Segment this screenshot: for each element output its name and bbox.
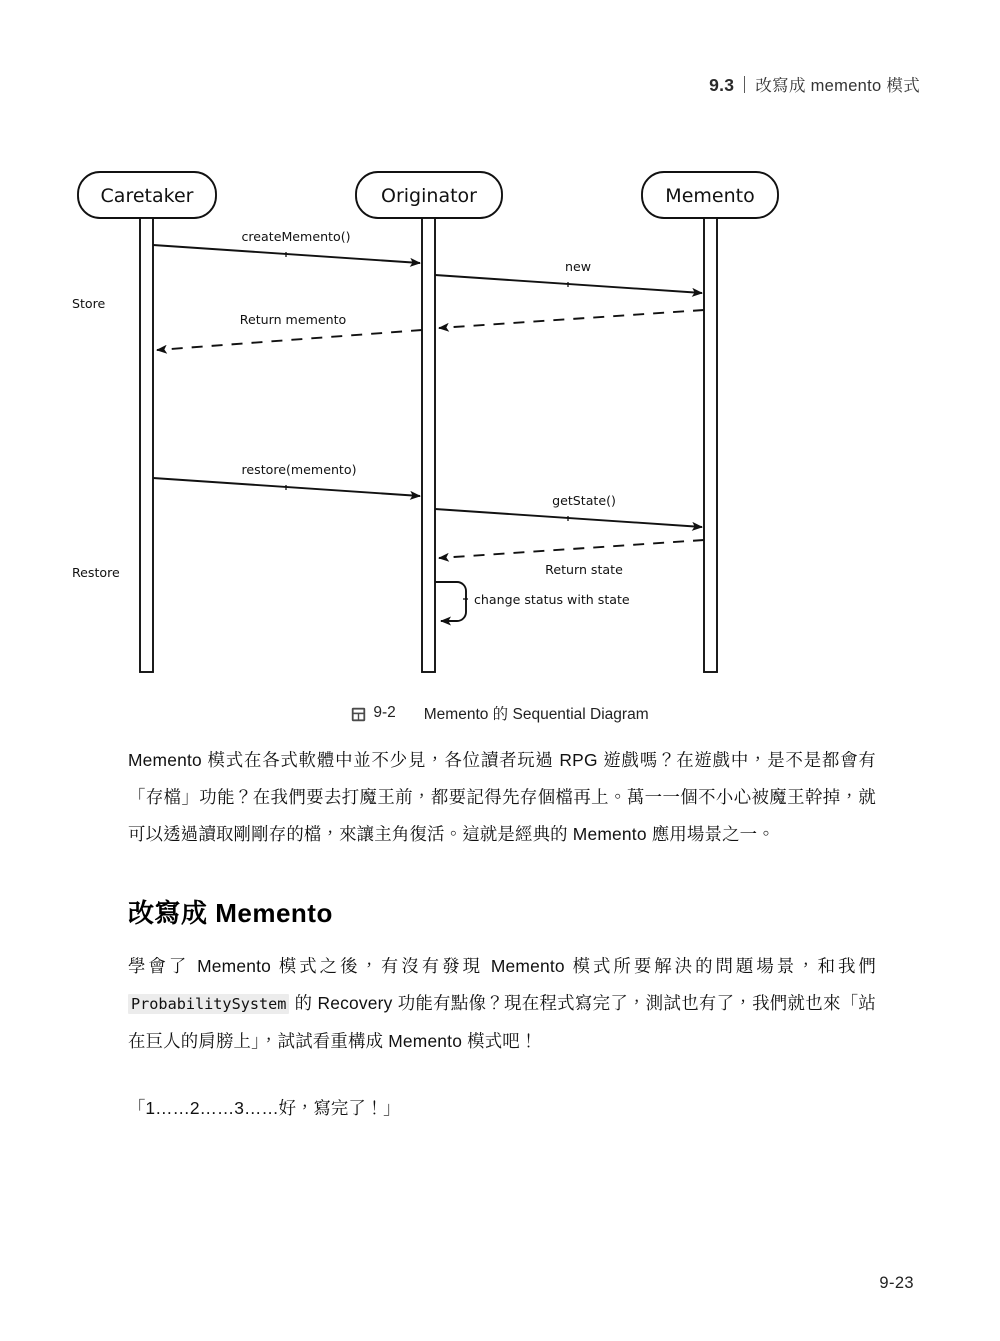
header-section-number: 9.3	[709, 75, 735, 95]
figure-caption-text: Memento 的 Sequential Diagram	[423, 706, 649, 723]
message-label-get-state: getState()	[552, 493, 616, 508]
phase-label-restore: Restore	[72, 565, 120, 580]
paragraph-rewrite-part2: 的 Recovery 功能有點像？現在程式寫完了，測試也有了，我們就也來「站在巨人的肩膀上」，試試看重構成 Memento 模式吧！	[128, 992, 876, 1051]
header-section-title: 改寫成 memento 模式	[755, 77, 920, 95]
actor-label-originator: Originator	[381, 185, 477, 207]
sequence-diagram	[60, 150, 940, 690]
lifeline-originator	[422, 218, 435, 672]
actor-originator	[356, 172, 502, 218]
figure-number: 9-2	[373, 704, 396, 721]
message-label-new: new	[564, 259, 592, 274]
message-arrow	[439, 540, 704, 558]
message-new	[435, 259, 702, 293]
message-label-restore-memento: restore(memento)	[241, 462, 357, 477]
message-create-memento	[153, 229, 420, 263]
message-label-return-memento: Return memento	[239, 312, 347, 327]
page-number-footer: 9-23	[879, 1274, 914, 1292]
figure-glyph-icon	[351, 707, 366, 722]
page-content	[128, 742, 876, 1127]
actor-memento	[642, 172, 778, 218]
message-arrow	[439, 310, 704, 328]
figure-caption	[0, 702, 1000, 724]
message-return-memento	[157, 312, 422, 350]
inline-code-probability-system: ProbabilitySystem	[128, 994, 289, 1014]
phase-label-store: Store	[72, 296, 106, 311]
message-label-return-state: Return state	[545, 562, 623, 577]
paragraph-rewrite-part1: 學會了 Memento 模式之後，有沒有發現 Memento 模式所要解決的問題場景，和我們	[128, 955, 876, 976]
lifeline-caretaker	[140, 218, 153, 672]
running-header	[709, 72, 920, 96]
figure-9-2	[0, 150, 1000, 724]
paragraph-memento-intro: Memento 模式在各式軟體中並不少見，各位讀者玩過 RPG 遊戲嗎？在遊戲中，是不是都會有「存檔」功能？在我們要去打魔王前，都要記得先存個檔再上。萬一一個不小心被魔王幹掉，就可以透過讀取剛剛存的檔，來讓主角復活。這就是經典的 Memento 應用場景之一。	[128, 750, 876, 844]
message-new-return	[439, 310, 704, 328]
message-change-status-self-call	[435, 582, 630, 621]
actor-label-caretaker: Caretaker	[100, 185, 194, 207]
paragraph-quote: 「1……2……3……好，寫完了！」	[128, 1097, 401, 1118]
actor-caretaker	[78, 172, 216, 218]
lifeline-memento	[704, 218, 717, 672]
message-restore-memento	[153, 462, 420, 496]
paragraph-rewrite-intro	[128, 948, 876, 1060]
message-return-state	[439, 540, 704, 577]
header-divider	[744, 76, 745, 93]
message-get-state	[435, 493, 702, 527]
self-call-path	[435, 582, 466, 621]
message-label-change-status: change status with state	[474, 592, 630, 607]
actor-label-memento: Memento	[665, 185, 755, 207]
message-label-create-memento: createMemento()	[241, 229, 351, 244]
message-arrow	[157, 330, 422, 350]
section-heading-rewrite-memento: 改寫成 Memento	[128, 898, 333, 928]
